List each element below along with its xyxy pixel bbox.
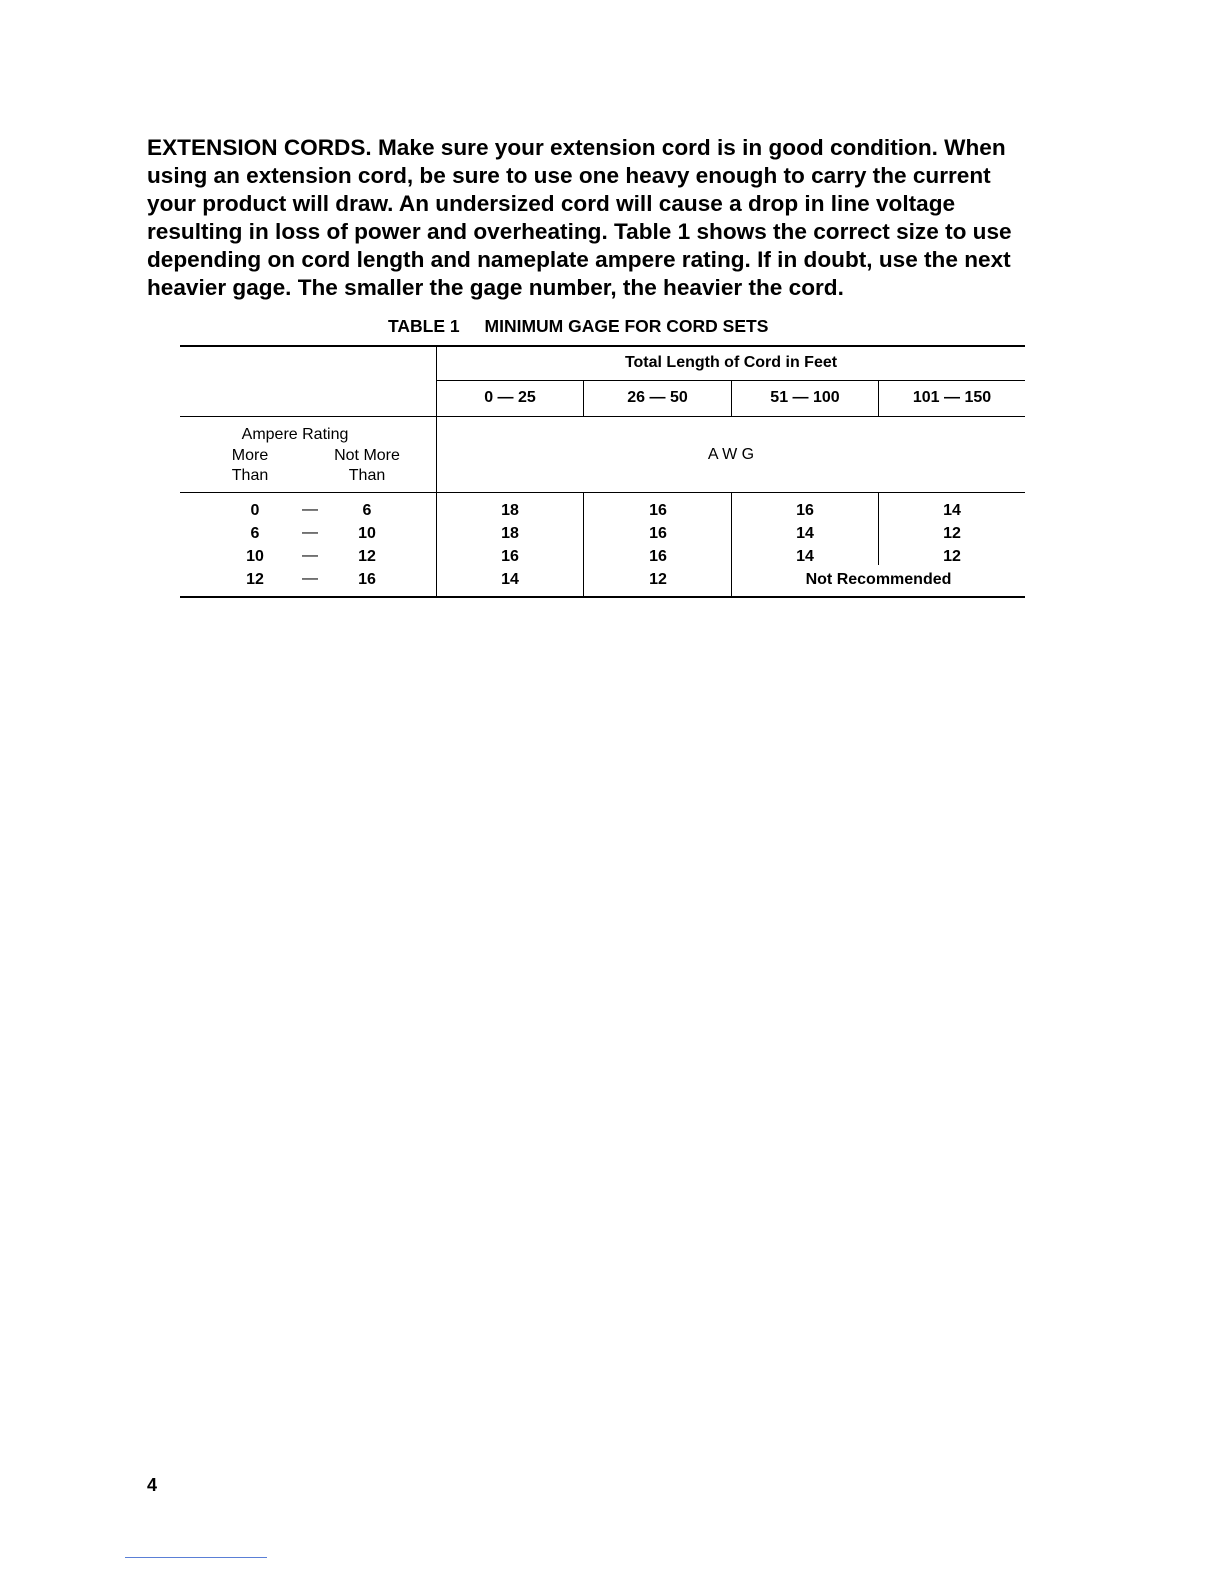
awg-value: 16 <box>649 525 667 542</box>
not-recommended-note: Not Recommended <box>805 571 952 588</box>
awg-value: 18 <box>501 502 519 519</box>
length-header: Total Length of Cord in Feet <box>624 354 838 371</box>
length-range: 101 — 150 <box>912 389 992 406</box>
awg-value: 12 <box>943 548 961 565</box>
awg-value: 12 <box>943 525 961 542</box>
not-more-than-value: 6 <box>362 502 372 519</box>
table-top-rule <box>180 345 1025 347</box>
awg-value: 16 <box>649 502 667 519</box>
table-divider-main <box>436 345 437 598</box>
paragraph-line: using an extension cord, be sure to use one heavy enough to carry the current <box>147 163 991 188</box>
awg-label: A W G <box>707 446 755 463</box>
range-separator: — <box>302 547 318 564</box>
table-caption: MINIMUM GAGE FOR CORD SETS <box>484 316 769 336</box>
table-range-rule <box>180 416 1025 417</box>
table-divider <box>878 493 879 565</box>
table-divider <box>583 493 584 597</box>
not-more-than-value: 16 <box>358 571 376 588</box>
ampere-rating-header: Ampere Rating <box>241 426 349 443</box>
table-number: TABLE 1 <box>388 316 460 336</box>
length-range: 0 — 25 <box>484 389 536 406</box>
range-separator: — <box>302 570 318 587</box>
cord-gage-table <box>180 345 1025 598</box>
awg-value: 14 <box>796 525 814 542</box>
not-more-than-label: Not More Than <box>334 447 400 484</box>
awg-value: 12 <box>649 571 667 588</box>
not-more-than-value: 10 <box>358 525 376 542</box>
length-range: 26 — 50 <box>627 389 688 406</box>
table-bottom-rule <box>180 596 1025 598</box>
more-than-value: 12 <box>246 571 264 588</box>
page-number: 4 <box>147 1475 158 1495</box>
paragraph-line: heavier gage. The smaller the gage number, the heavier the cord. <box>147 275 844 300</box>
range-separator: — <box>302 524 318 541</box>
not-more-than-value: 12 <box>358 548 376 565</box>
more-than-value: 10 <box>246 548 264 565</box>
awg-value: 16 <box>796 502 814 519</box>
range-separator: — <box>302 501 318 518</box>
awg-value: 14 <box>501 571 519 588</box>
paragraph-line: your product will draw. An undersized cord will cause a drop in line voltage <box>147 191 956 216</box>
paragraph-line: depending on cord length and nameplate ampere rating. If in doubt, use the next <box>147 247 1011 272</box>
awg-value: 18 <box>501 525 519 542</box>
more-than-label: More Than <box>231 447 269 484</box>
paragraph-line: EXTENSION CORDS. Make sure your extension cord is in good condition. When <box>147 135 1006 160</box>
awg-value: 14 <box>796 548 814 565</box>
more-than-value: 6 <box>250 525 260 542</box>
table-title <box>388 316 768 337</box>
awg-value: 14 <box>943 502 961 519</box>
awg-value: 16 <box>501 548 519 565</box>
paragraph-line: resulting in loss of power and overheating. Table 1 shows the correct size to use <box>147 219 1012 244</box>
extension-cords-paragraph <box>147 134 1061 302</box>
table-ampere-rule <box>180 492 1025 493</box>
footer-rule <box>125 1557 267 1558</box>
length-range: 51 — 100 <box>770 389 840 406</box>
more-than-value: 0 <box>250 502 260 519</box>
awg-value: 16 <box>649 548 667 565</box>
